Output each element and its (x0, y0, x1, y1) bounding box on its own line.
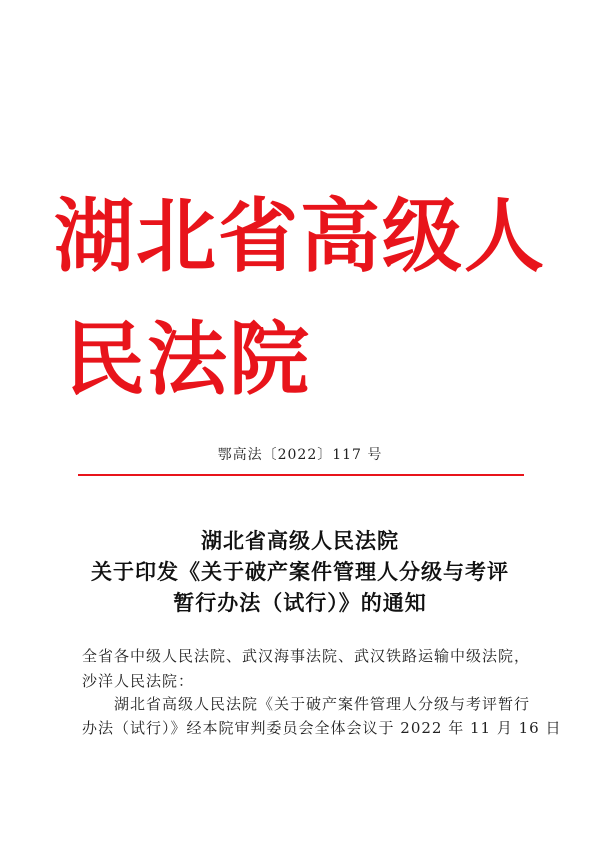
paragraph-line2: 办法（试行）》经本院审判委员会全体会议于 2022 年 11 月 16 日 (82, 719, 562, 737)
addressee-line2: 沙洋人民法院： (82, 672, 195, 690)
issuer-title-line2: 民法院 (65, 312, 311, 406)
notice-title-line3: 暂行办法（试行）》的通知 (173, 590, 427, 615)
notice-title-line1: 湖北省高级人民法院 (201, 528, 399, 553)
addressee-line1: 全省各中级人民法院、武汉海事法院、武汉铁路运输中级法院， (82, 647, 531, 665)
notice-title-line2: 关于印发《关于破产案件管理人分级与考评 (91, 559, 509, 584)
paragraph-line1: 湖北省高级人民法院《关于破产案件管理人分级与考评暂行 (114, 695, 531, 713)
issuer-title-line1: 湖北省高级人 (54, 189, 546, 283)
red-divider (78, 474, 524, 476)
document-number: 鄂高法〔2022〕117 号 (217, 447, 383, 463)
